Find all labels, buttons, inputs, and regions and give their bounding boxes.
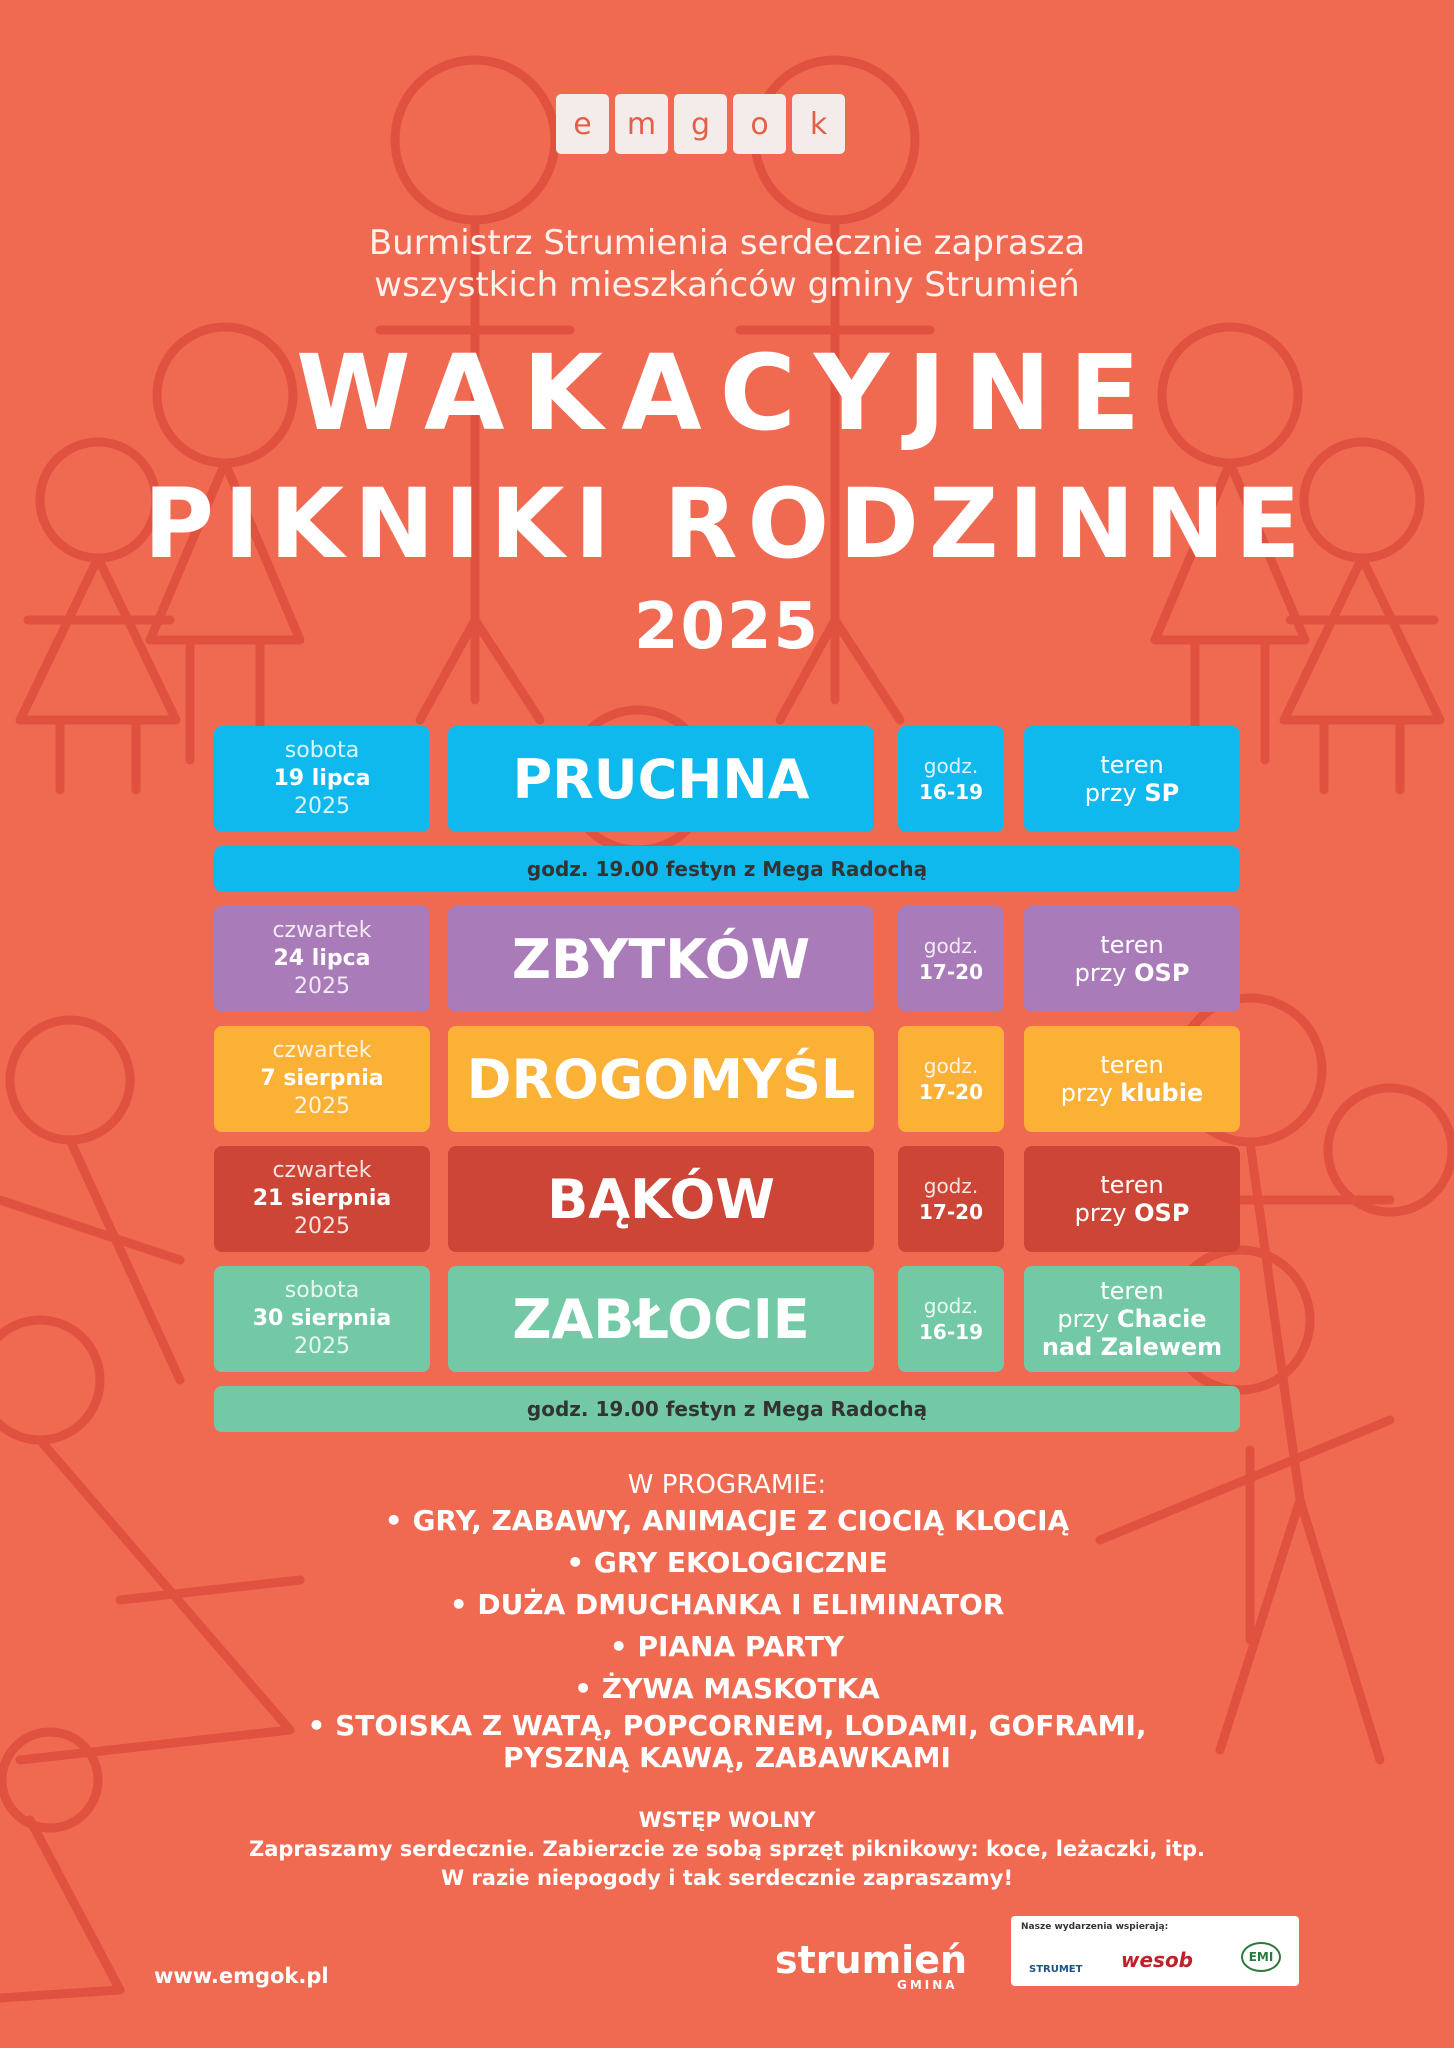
location-prefix: przy bbox=[1074, 959, 1135, 987]
event-day: czwartek bbox=[272, 1038, 372, 1063]
location-bold: klubie bbox=[1120, 1079, 1204, 1107]
footer-line: Zapraszamy serdecznie. Zabierzcie ze sobą sprzęt piknikowy: koce, leżaczki, itp. bbox=[248, 1837, 1205, 1861]
event-place: PRUCHNA bbox=[448, 726, 874, 832]
event-location bbox=[1024, 906, 1240, 1012]
location-prefix: przy bbox=[1084, 779, 1145, 807]
hour-value: 17-20 bbox=[919, 1200, 983, 1224]
event-year: 2025 bbox=[294, 794, 350, 819]
sponsor-strumet-logo: STRUMET bbox=[1029, 1964, 1083, 1975]
logo-letter: o bbox=[733, 94, 786, 154]
event-date-text: 21 sierpnia bbox=[252, 1186, 392, 1211]
event-date-text: 30 sierpnia bbox=[252, 1306, 392, 1331]
location-line: teren bbox=[1100, 931, 1164, 959]
event-date bbox=[214, 1026, 430, 1132]
program-section bbox=[0, 1470, 1454, 1774]
event-year: 2025 bbox=[294, 1094, 350, 1119]
location-line: teren bbox=[1100, 1051, 1164, 1079]
program-item: • PIANA PARTY bbox=[609, 1630, 845, 1663]
hour-label: godz. bbox=[923, 1054, 979, 1078]
event-hours bbox=[898, 906, 1004, 1012]
intro-line: wszystkich mieszkańców gminy Strumień bbox=[374, 265, 1080, 305]
strumien-logo bbox=[775, 1918, 968, 1992]
event-date bbox=[214, 1266, 430, 1372]
program-item: • GRY EKOLOGICZNE bbox=[566, 1546, 888, 1579]
event-day: sobota bbox=[284, 738, 360, 763]
location-line: teren bbox=[1100, 751, 1164, 779]
location-prefix: przy bbox=[1060, 1079, 1121, 1107]
brand-sub: GMINA bbox=[897, 1978, 958, 1992]
festyn-banner: godz. 19.00 festyn z Mega Radochą bbox=[214, 1386, 1240, 1432]
event-year: 2025 bbox=[294, 1214, 350, 1239]
footer-line: W razie niepogody i tak serdecznie zapraszamy! bbox=[440, 1866, 1014, 1890]
event-location bbox=[1024, 1026, 1240, 1132]
sponsor-wesob-logo: wesob bbox=[1121, 1948, 1194, 1972]
title-line-2: PIKNIKI RODZINNE bbox=[143, 468, 1311, 580]
event-date bbox=[214, 726, 430, 832]
logo-letter: g bbox=[674, 94, 727, 154]
event-row-pruchna bbox=[214, 726, 1240, 832]
brand-name: strumień bbox=[775, 1938, 968, 1982]
title-line-1: WAKACYJNE bbox=[295, 332, 1159, 454]
logo-letter: k bbox=[792, 94, 845, 154]
event-date bbox=[214, 1146, 430, 1252]
event-location bbox=[1024, 1266, 1240, 1372]
event-hours bbox=[898, 726, 1004, 832]
event-hours bbox=[898, 1146, 1004, 1252]
location-prefix: przy bbox=[1074, 1199, 1135, 1227]
hour-label: godz. bbox=[923, 1174, 979, 1198]
footer-text bbox=[0, 1806, 1454, 1893]
sponsors-label: Nasze wydarzenia wspierają: bbox=[1021, 1922, 1169, 1932]
website-link[interactable]: www.emgok.pl bbox=[154, 1964, 329, 1988]
event-date-text: 7 sierpnia bbox=[260, 1066, 384, 1091]
location-bold: OSP bbox=[1134, 1199, 1190, 1227]
hour-value: 16-19 bbox=[919, 1320, 983, 1344]
hour-label: godz. bbox=[923, 934, 979, 958]
event-row-zbytkow bbox=[214, 906, 1240, 1012]
event-year: 2025 bbox=[294, 974, 350, 999]
event-date bbox=[214, 906, 430, 1012]
intro-text bbox=[0, 222, 1454, 306]
program-item: • STOISKA Z WATĄ, POPCORNEM, LODAMI, GOFRAMI, bbox=[307, 1709, 1147, 1742]
logo-letter: m bbox=[615, 94, 668, 154]
location-line-3: nad Zalewem bbox=[1041, 1333, 1223, 1361]
event-hours bbox=[898, 1266, 1004, 1372]
location-prefix: przy bbox=[1057, 1305, 1117, 1333]
sponsors-box bbox=[1011, 1916, 1299, 1986]
event-row-zablocie bbox=[214, 1266, 1240, 1372]
location-line: teren bbox=[1100, 1171, 1164, 1199]
event-place: DROGOMYŚL bbox=[448, 1026, 874, 1132]
logo-letter: e bbox=[556, 94, 609, 154]
event-location bbox=[1024, 726, 1240, 832]
program-item: • ŻYWA MASKOTKA bbox=[574, 1672, 880, 1705]
program-item: PYSZNĄ KAWĄ, ZABAWKAMI bbox=[503, 1741, 951, 1774]
event-location bbox=[1024, 1146, 1240, 1252]
location-bold: SP bbox=[1144, 779, 1180, 807]
event-date-text: 19 lipca bbox=[273, 766, 371, 791]
hour-value: 16-19 bbox=[919, 780, 983, 804]
event-day: czwartek bbox=[272, 1158, 372, 1183]
location-line: teren bbox=[1100, 1277, 1164, 1305]
hour-label: godz. bbox=[923, 1294, 979, 1318]
event-year: 2025 bbox=[294, 1334, 350, 1359]
hour-value: 17-20 bbox=[919, 1080, 983, 1104]
location-bold: OSP bbox=[1134, 959, 1190, 987]
festyn-banner: godz. 19.00 festyn z Mega Radochą bbox=[214, 846, 1240, 892]
event-date-text: 24 lipca bbox=[273, 946, 371, 971]
event-place: ZABŁOCIE bbox=[448, 1266, 874, 1372]
program-item: • DUŻA DMUCHANKA I ELIMINATOR bbox=[449, 1588, 1005, 1621]
program-heading: W PROGRAMIE: bbox=[627, 1470, 827, 1500]
event-day: sobota bbox=[284, 1278, 360, 1303]
entry-free: WSTĘP WOLNY bbox=[638, 1808, 816, 1832]
intro-line: Burmistrz Strumienia serdecznie zaprasza bbox=[368, 223, 1086, 263]
event-hours bbox=[898, 1026, 1004, 1132]
event-row-bakow bbox=[214, 1146, 1240, 1252]
event-row-drogomysl bbox=[214, 1026, 1240, 1132]
location-bold: Chacie bbox=[1116, 1305, 1207, 1333]
event-place: BĄKÓW bbox=[448, 1146, 874, 1252]
event-place: ZBYTKÓW bbox=[448, 906, 874, 1012]
title-year: 2025 bbox=[633, 590, 821, 664]
sponsor-emi-logo: EMI bbox=[1241, 1942, 1281, 1972]
emgok-logo bbox=[556, 94, 845, 154]
program-item: • GRY, ZABAWY, ANIMACJE Z CIOCIĄ KLOCIĄ bbox=[384, 1504, 1070, 1537]
hour-label: godz. bbox=[923, 754, 979, 778]
event-day: czwartek bbox=[272, 918, 372, 943]
hour-value: 17-20 bbox=[919, 960, 983, 984]
